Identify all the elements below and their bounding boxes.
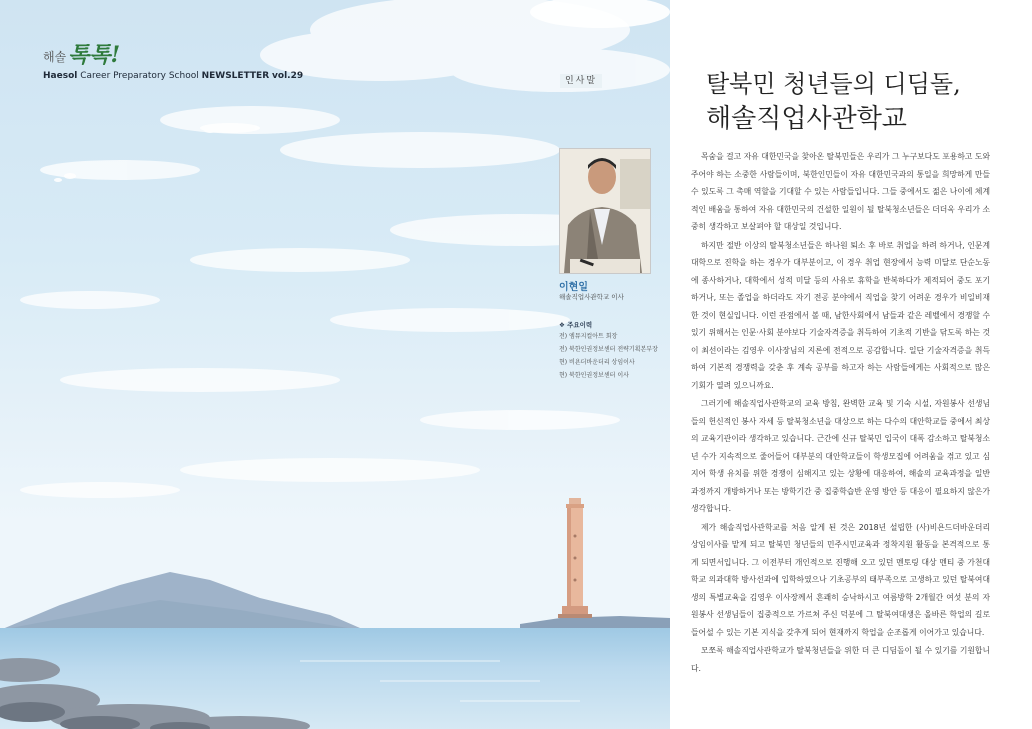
article-paragraph: 그러기에 해솔직업사관학교의 교육 방침, 완벽한 교육 및 기숙 시설, 자원봉사 선생님들의 헌신적인 봉사 자세 등 탈북청소년을 대상으로 하는 다수의 대안학교들 중에서 최상의 교육기관이라 생각하고 있습니다. 근간에 신규 탈북민 입국이 대폭 감소하고 탈북청소년 수가 지속적으로 줄어들어 대부분의 대안학교들이 학생모집에 어려움을 겪고 있고 심지어 학생 유치를 위한 경쟁이 심해지고 있는 상황에 대응하여, 해솔의 교육과정을 일반과정까지 개방하거나 또는 방학기간 중 집중학습반 운영 방안 등 대응이 필요하지 않은가 생각합니다. [691, 399, 990, 513]
career-item: 현) 북한인권정보센터 이사 [559, 372, 629, 379]
lighthouse-illustration [558, 498, 592, 628]
article-body [691, 148, 990, 678]
profile-title: 해솔직업사관학교 이사 [559, 293, 624, 301]
career-item: 전) 북한인권정보센터 전략기획본부장 [559, 346, 658, 353]
career-item: 전) 엠뮤지컬아트 회장 [559, 333, 618, 340]
article-title-line2: 해솔직업사관학교 [706, 104, 907, 134]
article-title-line1: 탈북민 청년들의 디딤돌, [706, 70, 961, 98]
person-portrait-icon [560, 149, 650, 273]
profile-photo [559, 148, 651, 274]
arrow-bullet-icon: ❖ [559, 321, 568, 329]
newsletter-school: Haesol [43, 71, 78, 81]
career-item: 현) 비욘더바운더리 상임이사 [559, 359, 635, 366]
section-tag: 인사말 [560, 74, 602, 88]
newsletter-school-rest: Career Preparatory School [80, 71, 199, 81]
brand-logo-text: 톡톡! [68, 42, 121, 68]
newsletter-word: NEWSLETTER [201, 71, 270, 81]
article-paragraph: 제가 해솔직업사관학교를 처음 알게 된 것은 2018년 설립한 (사)비욘드더바운더리 상임이사를 맡게 되고 탈북민 청년들의 민주시민교육과 정착지원 활동을 본격적으로 통게 되면서입니다. 그 이전부터 개인적으로 진행해 오고 있던 멘토링 대상 멘티 중 가천대학교 의과대학 방사선과에 입학하였으나 기초공부의 태부족으로 고생하고 있던 탈북여대생의 특별교육을 김영우 이사장께서 흔쾌히 승낙하시고 여름방학 2개월간 여섯 분의 자원봉사 선생님들이 집중적으로 가르쳐 주신 덕분에 그 탈북여대생은 올바른 학업의 길로 들어설 수 있는 기본 지식을 갖추게 되어 현재까지 학업을 순조롭게 이어가고 있습니다. [691, 522, 990, 637]
rocky-shore-illustration [0, 640, 670, 729]
article-paragraph: 목숨을 걸고 자유 대한민국을 찾아온 탈북민들은 우리가 그 누구보다도 포용하고 도와주어야 하는 소중한 사람들이며, 북한인민들이 자유 대한민국과의 통일을 희망하게 만들 수 있도록 그 촉매 역할을 기대할 수 있는 사람들입니다. 그들 중에서도 젊은 나이에 체계적인 배움을 통하여 자유 대한민국의 건설한 일원이 될 탈북청소년들은 더더욱 우리가 소중히 생각하고 보살펴야 할 대상일 것입니다. [691, 152, 990, 231]
profile-name: 이현일 [559, 282, 588, 293]
newsletter-volume: vol.29 [272, 71, 304, 81]
newsletter-heading [43, 71, 303, 81]
career-heading: ❖ 주요이력 [559, 321, 593, 329]
career-list [559, 332, 659, 384]
brand-small-text: 해솔 [43, 50, 67, 64]
article-paragraph: 모쪼록 해솔직업사관학교가 탈북청년들을 위한 더 큰 디딤돌이 될 수 있기를 기원합니다. [691, 646, 990, 673]
article-paragraph: 하지만 절반 이상의 탈북청소년들은 하나원 퇴소 후 바로 취업을 하려 하거나, 인문계 대학으로 진학을 하는 경우가 대부분이고, 이 경우 취업 현장에서 능력 미달로 단순노동에 종사하거나, 대학에서 성적 미달 등의 사유로 휴학을 반복하다가 제적되어 중도 포기하거나, 또는 졸업을 하더라도 자기 전공 분야에서 직업을 찾기 어려운 경우가 비일비재한 것이 현실입니다. 이런 관점에서 볼 때, 남한사회에서 남들과 같은 레벨에서 경쟁할 수 있기 위해서는 인문·사회 분야보다 기술자격증을 취득하여 기초적 기반을 닦도록 하는 것이 최선이라는 김영우 이사장님의 지론에 전적으로 공감합니다. 일단 기술자격증을 취득하여 기본적 경쟁력을 갖춘 후 계속 공부를 하고자 하는 사람들에게는 사회적으로 많은 기회가 열려 있으니까요. [691, 240, 990, 390]
